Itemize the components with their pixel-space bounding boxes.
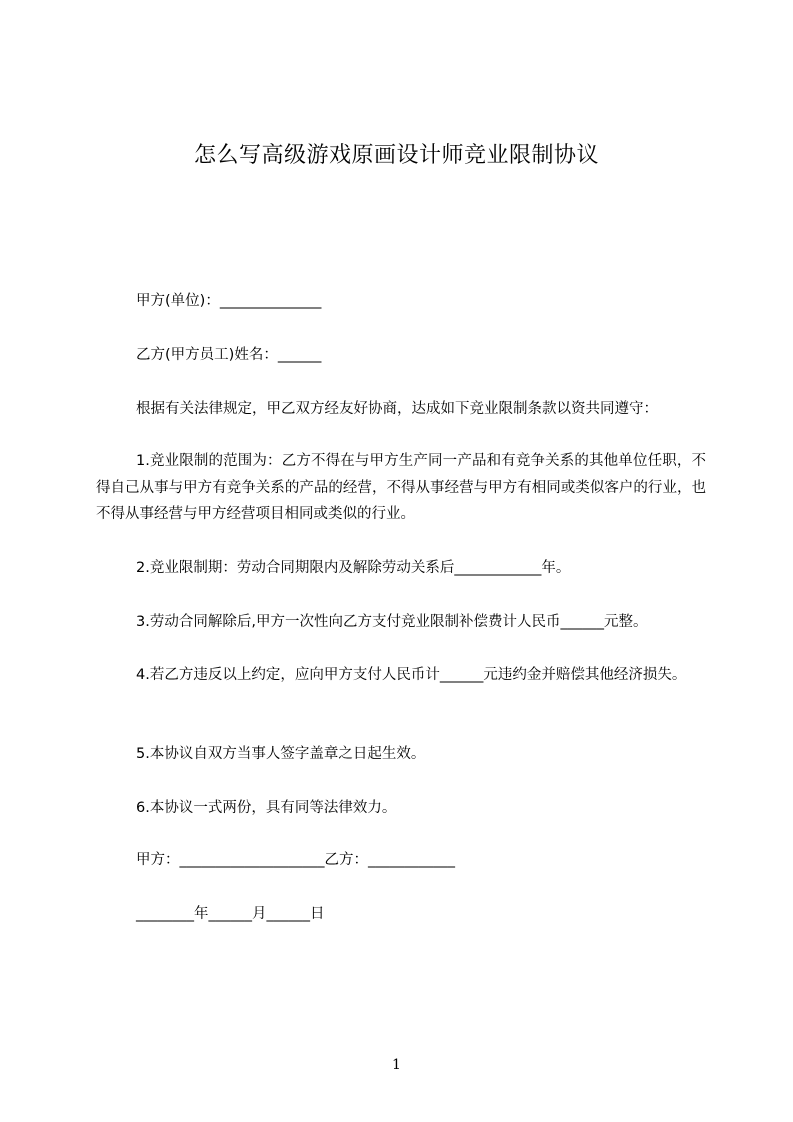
signature-line: 甲方：____________________乙方：____________ xyxy=(136,852,455,868)
clause-3: 3.劳动合同解除后,甲方一次性向乙方支付竞业限制补偿费计人民币______元整。 xyxy=(136,614,648,630)
preamble-text: 根据有关法律规定，甲乙双方经友好协商，达成如下竞业限制条款以资共同遵守： xyxy=(136,401,658,417)
page-number: 1 xyxy=(392,1057,401,1073)
clause-5: 5.本协议自双方当事人签字盖章之日起生效。 xyxy=(136,746,426,762)
document-title: 怎么写高级游戏原画设计师竞业限制协议 xyxy=(193,143,599,168)
clause-2: 2.竞业限制期：劳动合同期限内及解除劳动关系后____________年。 xyxy=(136,560,571,576)
party-a-unit-line: 甲方(单位)：______________ xyxy=(136,293,322,309)
clause-1: 1.竞业限制的范围为：乙方不得在与甲方生产同一产品和有竞争关系的其他单位任职，不得自己从事与甲方有竞争关系的产品的经营，不得从事经营与甲方有相同或类似客户的行业，也不得从事经营与甲方经营项目相同或类似的行业。 xyxy=(96,453,706,522)
party-b-name-line: 乙方(甲方员工)姓名：______ xyxy=(136,347,322,363)
clause-6: 6.本协议一式两份，具有同等法律效力。 xyxy=(136,800,397,816)
date-line: ________年______月______日 xyxy=(136,906,325,922)
clause-4: 4.若乙方违反以上约定，应向甲方支付人民币计______元违约金并赔偿其他经济损失。 xyxy=(136,667,687,683)
